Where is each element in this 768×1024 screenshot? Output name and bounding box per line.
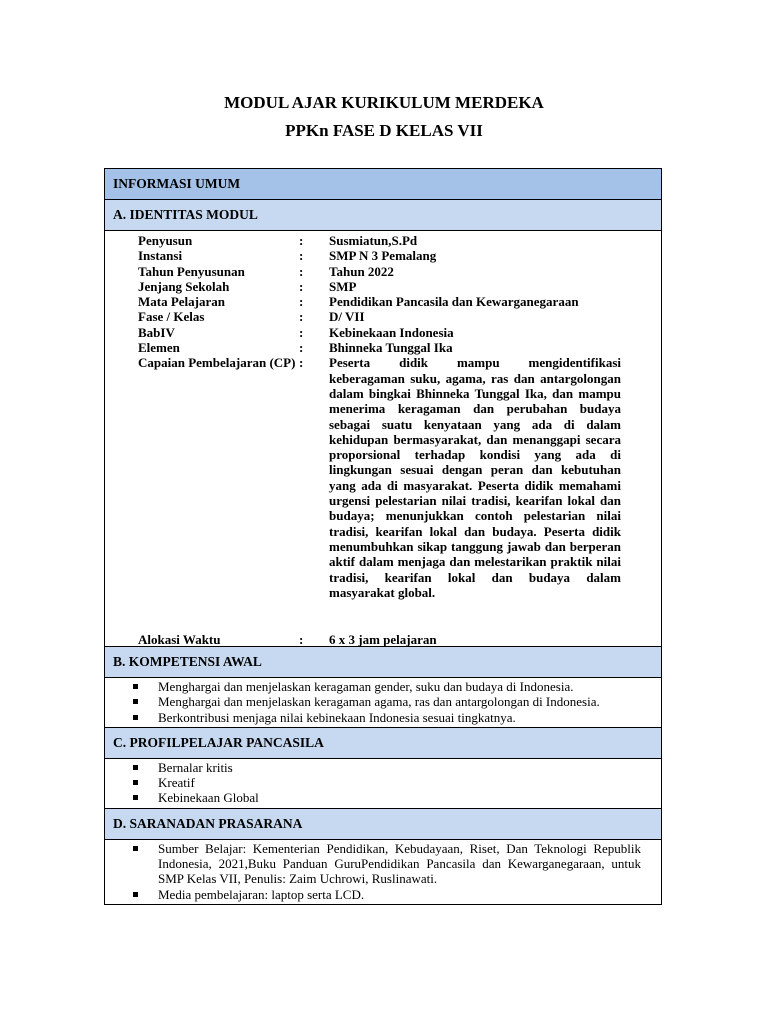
section-header-profil-pelajar: C. PROFILPELAJAR PANCASILA (105, 728, 661, 759)
bullet-icon (133, 765, 138, 770)
list-item-text: Bernalar kritis (158, 759, 233, 775)
list-item-text: Media pembelajaran: laptop serta LCD. (158, 886, 365, 902)
identity-label: Tahun Penyusunan (138, 263, 245, 279)
identity-label: BabIV (138, 324, 175, 340)
bullet-icon (133, 684, 138, 689)
identity-row (105, 325, 661, 340)
identity-row (105, 264, 661, 279)
bullet-list (105, 679, 661, 725)
identity-separator: : (299, 278, 304, 294)
identity-label: Mata Pelajaran (138, 294, 226, 310)
identity-value: 6 x 3 jam pelajaran (329, 632, 437, 647)
identity-rows (105, 233, 661, 600)
profil-pelajar-body (105, 759, 661, 809)
identity-label: Jenjang Sekolah (138, 278, 230, 294)
identity-separator: : (299, 294, 304, 310)
document-subtitle: PPKn FASE D KELAS VII (285, 121, 483, 140)
list-item-text: Berkontribusi menjaga nilai kebinekaan Indonesia sesuai tingkatnya. (158, 709, 516, 725)
bullet-list (105, 841, 661, 902)
list-item (105, 790, 661, 805)
identity-label: Capaian Pembelajaran (CP) (138, 355, 296, 371)
list-item (105, 775, 661, 790)
identity-value: SMP N 3 Pemalang (329, 248, 437, 264)
identity-label: Fase / Kelas (138, 309, 205, 325)
list-item (105, 841, 661, 887)
identity-value: Kebinekaan Indonesia (329, 324, 454, 340)
bullet-icon (133, 780, 138, 785)
section-header-kompetensi-awal: B. KOMPETENSI AWAL (105, 647, 661, 678)
identity-value: D/ VII (329, 309, 365, 325)
identity-label: Instansi (138, 248, 183, 264)
kompetensi-awal-body (105, 678, 661, 728)
identity-row (105, 340, 661, 355)
sarana-prasarana-body (105, 840, 661, 904)
identity-row (105, 233, 661, 248)
identity-label: Elemen (138, 340, 180, 356)
identity-label: Alokasi Waktu (138, 632, 221, 647)
bullet-icon (133, 699, 138, 704)
list-item (105, 694, 661, 709)
identitas-modul-body (105, 231, 661, 647)
list-item (105, 887, 661, 902)
list-item (105, 760, 661, 775)
identity-separator: : (299, 632, 304, 647)
identity-row (105, 294, 661, 309)
list-item-text: Sumber Belajar: Kementerian Pendidikan, Kebudayaan, Riset, Dan Teknologi Republik Indonesia, 2021,Buku Panduan GuruPendidikan Pancasila dan Kewarganegaraan, untuk SMP Kelas VII, Penulis: Zaim Uchrowi, Ruslinawati. (158, 840, 641, 887)
identity-separator: : (299, 324, 304, 340)
bullet-icon (133, 846, 138, 851)
identity-value: Peserta didik mampu mengidentifikasi keberagaman suku, agama, ras dan antargolongan dalam bingkai Bhinneka Tunggal Ika, dan mampu menerima keragaman dan perubahan budaya sebagai suatu kenyataan yang ada di dalam kehidupan bermasyarakat, dan menanggapi secara proporsional terhadap kondisi yang ada di lingkungan sesuai dengan peran dan kebutuhan yang ada di masyarakat. Peserta didik memahami urgensi pelestarian nilai tradisi, kearifan lokal dan budaya; menunjukkan contoh pelestarian nilai tradisi, kearifan lokal dan budaya. Peserta didik menumbuhkan sikap tanggung jawab dan berperan aktif dalam menjaga dan melestarikan praktik nilai tradisi, kearifan lokal dan budaya dalam masyarakat global. (329, 355, 621, 600)
identity-value: Bhinneka Tunggal Ika (329, 340, 453, 356)
identity-row (105, 309, 661, 324)
bullet-list (105, 760, 661, 806)
module-info-table (104, 168, 662, 905)
identity-separator: : (299, 248, 304, 264)
list-item (105, 710, 661, 725)
identity-value: Susmiatun,S.Pd (329, 233, 418, 248)
identity-separator: : (299, 309, 304, 325)
identity-row (105, 355, 661, 600)
section-header-informasi-umum: INFORMASI UMUM (105, 169, 661, 200)
identity-separator: : (299, 263, 304, 279)
list-item-text: Kreatif (158, 775, 195, 791)
list-item-text: Menghargai dan menjelaskan keragaman gender, suku dan budaya di Indonesia. (158, 679, 574, 694)
identity-separator: : (299, 355, 304, 371)
list-item-text: Kebinekaan Global (158, 790, 259, 806)
bullet-icon (133, 892, 138, 897)
document-title: MODUL AJAR KURIKULUM MERDEKA (224, 93, 544, 112)
identity-value: Tahun 2022 (329, 263, 394, 279)
bullet-icon (133, 715, 138, 720)
list-item (105, 679, 661, 694)
identity-row-alokasi (105, 632, 621, 647)
section-header-identitas-modul: A. IDENTITAS MODUL (105, 200, 661, 231)
identity-row (105, 248, 661, 263)
identity-separator: : (299, 233, 304, 248)
identity-value: SMP (329, 278, 357, 294)
bullet-icon (133, 795, 138, 800)
section-header-sarana-prasarana: D. SARANADAN PRASARANA (105, 809, 661, 840)
identity-row (105, 279, 661, 294)
identity-separator: : (299, 340, 304, 356)
list-item-text: Menghargai dan menjelaskan keragaman agama, ras dan antargolongan di Indonesia. (158, 694, 600, 710)
identity-label: Penyusun (138, 233, 193, 248)
identity-value: Pendidikan Pancasila dan Kewarganegaraan (329, 294, 579, 310)
